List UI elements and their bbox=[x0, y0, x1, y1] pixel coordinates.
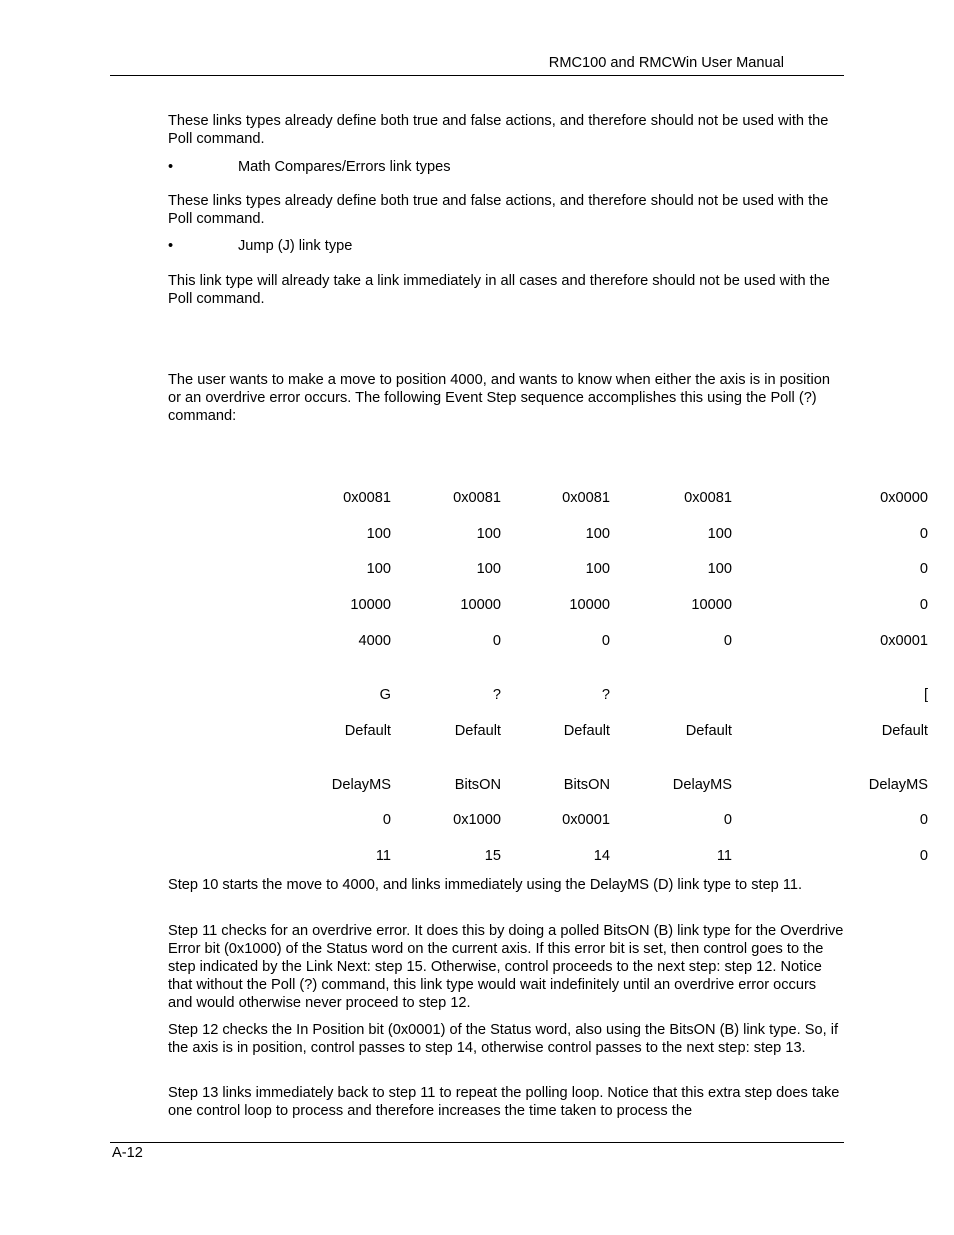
table-cell: 15 bbox=[484, 848, 501, 864]
table-cell: 4000 bbox=[358, 633, 391, 649]
table-cell: 11 bbox=[375, 848, 391, 864]
table-cell: Default bbox=[563, 723, 610, 739]
table-cell: 0x0081 bbox=[343, 490, 391, 506]
table-cell: BitsON bbox=[454, 777, 501, 793]
paragraph: The user wants to make a move to position 4000, and wants to know when either the axis is in position or an overdrive error occurs. The following Event Step sequence accomplishes this using the Poll (?) command: bbox=[168, 372, 830, 424]
table-cell: DelayMS bbox=[868, 777, 928, 793]
table-cell: DelayMS bbox=[672, 777, 732, 793]
table-cell: 0 bbox=[492, 633, 501, 649]
table-cell: ? bbox=[601, 687, 610, 703]
table-cell: 100 bbox=[476, 526, 501, 542]
table-cell: 10000 bbox=[691, 597, 732, 613]
paragraph: This link type will already take a link immediately in all cases and therefore should not be used with the Poll command. bbox=[168, 273, 830, 307]
table-cell: 0x0081 bbox=[562, 490, 610, 506]
page-number: A-12 bbox=[112, 1145, 143, 1161]
table-cell: 10000 bbox=[460, 597, 501, 613]
table-cell: Default bbox=[454, 723, 501, 739]
table-cell: 0 bbox=[601, 633, 610, 649]
table-cell: 100 bbox=[585, 561, 610, 577]
table-cell: Default bbox=[685, 723, 732, 739]
footer-rule bbox=[110, 1142, 844, 1143]
table-cell: Default bbox=[344, 723, 391, 739]
paragraph: Step 11 checks for an overdrive error. It does this by doing a polled BitsON (B) link type for the Overdrive Error bit (0x1000) of the Status word on the current axis. If this error bit is set, then control goes to the step indicated by the Link Next: step 15. Otherwise, control proceeds to the next step: step 12. Notice that without the Poll (?) command, this link type would wait indefinitely until an overdrive error occurs and would otherwise never proceed to step 12. bbox=[168, 923, 844, 1011]
table-cell: 0x0081 bbox=[684, 490, 732, 506]
running-header: RMC100 and RMCWin User Manual bbox=[548, 55, 784, 71]
bullet-marker: • bbox=[168, 238, 174, 254]
header-rule bbox=[110, 75, 844, 76]
table-cell: 14 bbox=[593, 848, 610, 864]
paragraph: Step 10 starts the move to 4000, and links immediately using the DelayMS (D) link type to step 11. bbox=[168, 877, 803, 893]
table-cell: 100 bbox=[366, 526, 391, 542]
table-cell: [ bbox=[923, 687, 928, 703]
table-cell: 0 bbox=[919, 561, 928, 577]
table-cell: DelayMS bbox=[331, 777, 391, 793]
table-cell: G bbox=[379, 687, 391, 703]
table-cell: 100 bbox=[585, 526, 610, 542]
table-cell: 0 bbox=[919, 597, 928, 613]
table-cell: 100 bbox=[707, 561, 732, 577]
table-cell: 0 bbox=[723, 633, 732, 649]
paragraph: Step 13 links immediately back to step 11 to repeat the polling loop. Notice that this extra step does take one control loop to process and therefore increases the time taken to process the bbox=[168, 1085, 840, 1119]
bullet-marker: • bbox=[168, 159, 174, 175]
table-cell: 0x1000 bbox=[453, 812, 501, 828]
table-cell: 0 bbox=[723, 812, 732, 828]
table-cell: BitsON bbox=[563, 777, 610, 793]
table-cell: 10000 bbox=[350, 597, 391, 613]
table-cell: 0x0000 bbox=[880, 490, 928, 506]
table-cell: 0x0001 bbox=[562, 812, 610, 828]
table-cell: Default bbox=[881, 723, 928, 739]
table-cell: 11 bbox=[716, 848, 732, 864]
table-cell: 10000 bbox=[569, 597, 610, 613]
table-cell: 0x0081 bbox=[453, 490, 501, 506]
table-cell: 100 bbox=[707, 526, 732, 542]
bullet-item: Jump (J) link type bbox=[238, 238, 353, 254]
bullet-item: Math Compares/Errors link types bbox=[238, 159, 451, 175]
table-cell: ? bbox=[492, 687, 501, 703]
table-cell: 0 bbox=[919, 812, 928, 828]
table-cell: 100 bbox=[476, 561, 501, 577]
table-cell: 0 bbox=[919, 848, 928, 864]
table-cell: 0 bbox=[382, 812, 391, 828]
paragraph: Step 12 checks the In Position bit (0x0001) of the Status word, also using the BitsON (B) link type. So, if the axis is in position, control passes to step 14, otherwise control passes to the next step: step 13. bbox=[168, 1022, 839, 1056]
table-cell: 0 bbox=[919, 526, 928, 542]
table-cell: 0x0001 bbox=[880, 633, 928, 649]
paragraph: These links types already define both true and false actions, and therefore should not be used with the Poll command. bbox=[168, 113, 829, 147]
table-cell: 100 bbox=[366, 561, 391, 577]
paragraph: These links types already define both true and false actions, and therefore should not be used with the Poll command. bbox=[168, 193, 829, 227]
